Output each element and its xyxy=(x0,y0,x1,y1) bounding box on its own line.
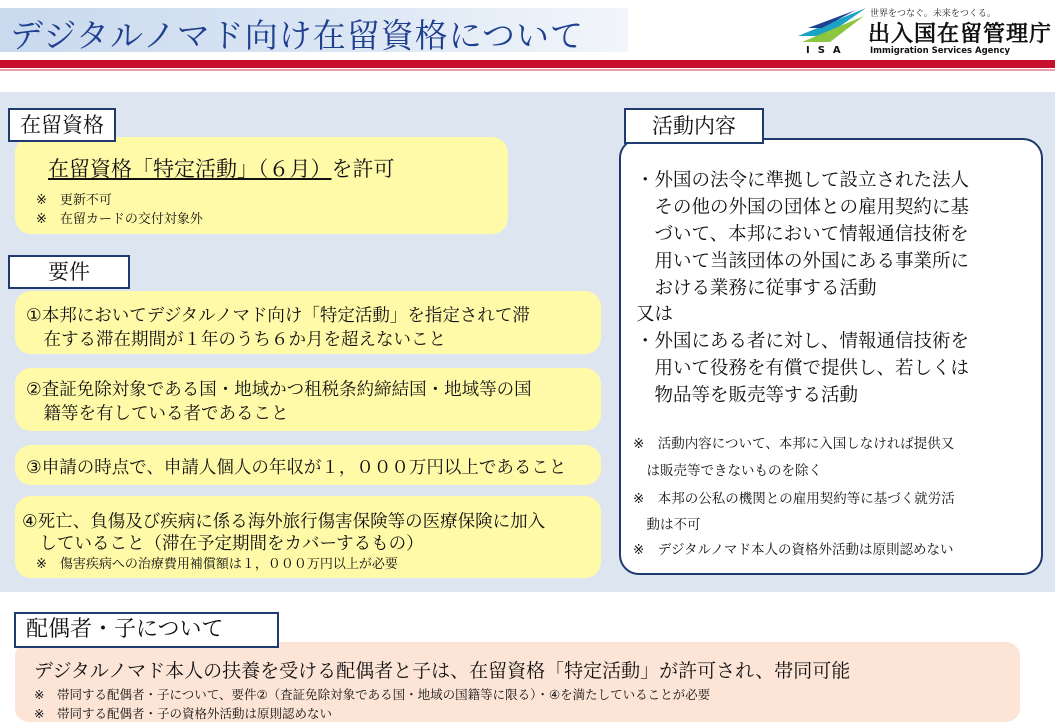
isa-logo-icon xyxy=(796,6,871,50)
page-title: デジタルノマド向け在留資格について xyxy=(10,16,585,55)
logo-english-name: Immigration Services Agency xyxy=(870,46,1011,56)
logo-isa-text: ISA xyxy=(806,45,849,56)
status-main-suffix: を許可 xyxy=(331,157,395,181)
activity-note-1-line-2: は販売等できないものを除く xyxy=(633,463,822,479)
requirement-4-line-2: していること（滞在予定期間をカバーするもの） xyxy=(22,534,424,554)
requirement-2-line-2: 籍等を有している者であること xyxy=(26,404,289,424)
activity-bullet-2-line-1: ・外国にある者に対し、情報通信技術を xyxy=(636,331,970,352)
status-main xyxy=(48,153,395,183)
activity-bullet-1-line-5: おける業務に従事する活動 xyxy=(636,278,877,299)
activity-note-1-line-1: ※ 活動内容について、本邦に入国しなければ提供又 xyxy=(633,436,955,452)
requirement-4-line-1: ④死亡、負傷及び疾病に係る海外旅行傷害保険等の医療保険に加入 xyxy=(22,512,546,532)
logo-tagline: 世界をつなぐ。未来をつくる。 xyxy=(870,9,996,19)
header-divider xyxy=(0,69,1055,71)
logo-name: 出入国在留管理庁 xyxy=(868,22,1053,47)
requirement-1-line-1: ①本邦においてデジタルノマド向け「特定活動」を指定されて滞 xyxy=(26,306,530,326)
requirement-2-line-1: ②査証免除対象である国・地域かつ租税条約締結国・地域等の国 xyxy=(26,380,532,400)
status-note-1: ※ 更新不可 xyxy=(36,193,112,208)
requirements-label: 要件 xyxy=(8,255,130,289)
status-label: 在留資格 xyxy=(8,108,116,142)
activity-or: 又は xyxy=(636,304,674,325)
family-main: デジタルノマド本人の扶養を受ける配偶者と子は、在留資格「特定活動」が許可され、帯同可能 xyxy=(34,660,851,682)
activity-note-3: ※ デジタルノマド本人の資格外活動は原則認めない xyxy=(633,542,954,558)
requirement-3-line-1: ③申請の時点で、申請人個人の年収が１，０００万円以上であること xyxy=(26,458,567,478)
header-red-bar xyxy=(0,60,1055,68)
requirement-4-note: ※ 傷害疾病への治療費用補償額は１，０００万円以上が必要 xyxy=(36,557,398,572)
activity-note-2-line-2: 動は不可 xyxy=(633,517,701,533)
status-main-visa: 在留資格「特定活動」（６月） xyxy=(48,157,332,181)
activity-bullet-1-line-4: 用いて当該団体の外国にある事業所に xyxy=(636,251,970,272)
family-label: 配偶者・子について xyxy=(14,612,279,648)
activity-bullet-2-line-2: 用いて役務を有償で提供し、若しくは xyxy=(636,358,970,379)
activity-bullet-1-line-3: づいて、本邦において情報通信技術を xyxy=(636,224,969,245)
status-note-2: ※ 在留カードの交付対象外 xyxy=(36,212,203,227)
activities-label: 活動内容 xyxy=(624,108,764,144)
activity-bullet-1-line-1: ・外国の法令に準拠して設立された法人 xyxy=(636,170,970,191)
activity-bullet-1-line-2: その他の外国の団体との雇用契約に基 xyxy=(636,197,970,218)
activity-note-2-line-1: ※ 本邦の公私の機関との雇用契約等に基づく就労活 xyxy=(633,491,955,507)
family-note-1: ※ 帯同する配偶者・子について、要件②（査証免除対象である国・地域の国籍等に限る）・④を満たしていることが必要 xyxy=(34,687,711,702)
requirement-1-line-2: 在する滞在期間が１年のうち６か月を超えないこと xyxy=(26,330,446,350)
family-note-2: ※ 帯同する配偶者・子の資格外活動は原則認めない xyxy=(34,706,332,721)
activity-bullet-2-line-3: 物品等を販売等する活動 xyxy=(636,385,859,406)
